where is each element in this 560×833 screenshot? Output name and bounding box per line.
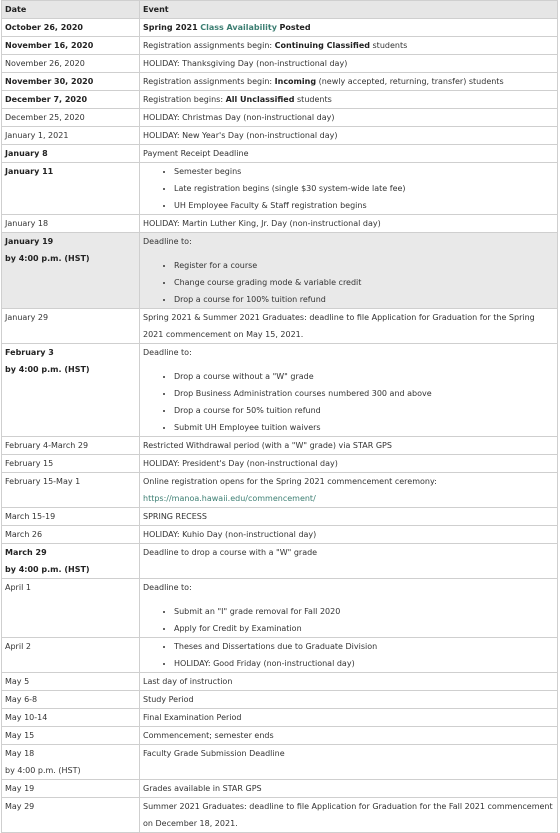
table-row <box>2 233 558 309</box>
list-item: • Late registration begins (single $30 system-wide late fee) <box>174 180 557 197</box>
event-emphasis: All Unclassified <box>225 95 295 104</box>
row-event <box>140 233 558 309</box>
list-item: • Change course grading mode & variable credit <box>174 274 557 291</box>
row-event: HOLIDAY: Christmas Day (non-instructional day) <box>140 109 558 127</box>
list-item: • Register for a course <box>174 257 557 274</box>
commencement-link[interactable]: https://manoa.hawaii.edu/commencement/ <box>143 494 316 503</box>
date-text: March 29 <box>5 548 47 557</box>
table-row <box>2 526 558 544</box>
row-date: May 29 <box>2 798 140 833</box>
row-date: December 25, 2020 <box>2 109 140 127</box>
row-date: January 8 <box>2 145 140 163</box>
table-row <box>2 455 558 473</box>
event-text: students <box>297 95 332 104</box>
table-row <box>2 508 558 526</box>
list-item: • Theses and Dissertations due to Graduate Division <box>174 638 557 655</box>
row-event <box>140 19 558 37</box>
row-event: Final Examination Period <box>140 709 558 727</box>
row-event: HOLIDAY: Martin Luther King, Jr. Day (non-instructional day) <box>140 215 558 233</box>
row-date: May 5 <box>2 673 140 691</box>
row-event: HOLIDAY: New Year's Day (non-instructional day) <box>140 127 558 145</box>
row-event <box>140 91 558 109</box>
row-date: February 15-May 1 <box>2 473 140 508</box>
event-bullet-list <box>143 163 557 214</box>
table-row <box>2 673 558 691</box>
event-emphasis: Continuing Classified <box>274 41 370 50</box>
date-text: January 19 <box>5 237 54 246</box>
event-bullet-list <box>143 368 557 436</box>
table-row <box>2 127 558 145</box>
row-date: November 30, 2020 <box>2 73 140 91</box>
event-bullet-list <box>143 638 557 672</box>
table-row <box>2 638 558 673</box>
table-row <box>2 780 558 798</box>
row-date <box>2 233 140 309</box>
row-event: Study Period <box>140 691 558 709</box>
row-event <box>140 37 558 55</box>
date-column-header: Date <box>2 1 140 19</box>
row-date: November 16, 2020 <box>2 37 140 55</box>
row-date: January 18 <box>2 215 140 233</box>
row-event <box>140 579 558 638</box>
row-date: December 7, 2020 <box>2 91 140 109</box>
row-date <box>2 344 140 437</box>
date-text: May 18 <box>5 749 35 758</box>
list-item: • Drop a course for 50% tuition refund <box>174 402 557 419</box>
date-deadline-time: by 4:00 p.m. (HST) <box>5 365 90 374</box>
table-row <box>2 55 558 73</box>
row-date: January 11 <box>2 163 140 215</box>
row-event: HOLIDAY: President's Day (non-instructional day) <box>140 455 558 473</box>
date-text: February 3 <box>5 348 54 357</box>
event-text: Deadline to: <box>143 583 192 592</box>
table-row <box>2 344 558 437</box>
event-column-header: Event <box>140 1 558 19</box>
event-text: students <box>372 41 408 50</box>
event-bullet-list <box>143 257 557 308</box>
event-text: Registration assignments begin: <box>143 41 273 50</box>
list-item: • Drop a course for 100% tuition refund <box>174 291 557 308</box>
row-event: Faculty Grade Submission Deadline <box>140 745 558 780</box>
row-event <box>140 638 558 673</box>
row-date: November 26, 2020 <box>2 55 140 73</box>
row-date: May 15 <box>2 727 140 745</box>
list-item: • Submit UH Employee tuition waivers <box>174 419 557 436</box>
row-event: SPRING RECESS <box>140 508 558 526</box>
row-event <box>140 473 558 508</box>
list-item: • Submit an "I" grade removal for Fall 2020 <box>174 603 557 620</box>
table-row <box>2 544 558 579</box>
row-event <box>140 163 558 215</box>
row-event <box>140 344 558 437</box>
table-row <box>2 309 558 344</box>
class-availability-link[interactable]: Class Availability <box>200 23 277 32</box>
table-row <box>2 745 558 780</box>
row-event: Last day of instruction <box>140 673 558 691</box>
row-event: Payment Receipt Deadline <box>140 145 558 163</box>
row-date: January 29 <box>2 309 140 344</box>
table-row <box>2 709 558 727</box>
table-row <box>2 109 558 127</box>
row-event: Restricted Withdrawal period (with a "W" grade) via STAR GPS <box>140 437 558 455</box>
list-item: • HOLIDAY: Good Friday (non-instructional day) <box>174 655 557 672</box>
row-date: March 26 <box>2 526 140 544</box>
event-text: Deadline to: <box>143 237 192 246</box>
table-row <box>2 215 558 233</box>
row-date: May 10-14 <box>2 709 140 727</box>
event-text: Deadline to: <box>143 348 192 357</box>
event-text: Registration begins: <box>143 95 224 104</box>
row-event <box>140 73 558 91</box>
table-row <box>2 91 558 109</box>
table-row <box>2 145 558 163</box>
date-deadline-time: by 4:00 p.m. (HST) <box>5 766 81 775</box>
row-event: HOLIDAY: Thanksgiving Day (non-instructional day) <box>140 55 558 73</box>
row-event: Deadline to drop a course with a "W" grade <box>140 544 558 579</box>
row-event: Commencement; semester ends <box>140 727 558 745</box>
row-date: March 15-19 <box>2 508 140 526</box>
list-item: • UH Employee Faculty & Staff registration begins <box>174 197 557 214</box>
row-date: February 4-March 29 <box>2 437 140 455</box>
table-row <box>2 163 558 215</box>
row-date: January 1, 2021 <box>2 127 140 145</box>
event-text: Posted <box>279 23 311 32</box>
table-row <box>2 691 558 709</box>
list-item: • Drop a course without a "W" grade <box>174 368 557 385</box>
list-item: • Semester begins <box>174 163 557 180</box>
event-bullet-list <box>143 603 557 637</box>
event-text: Registration assignments begin: <box>143 77 273 86</box>
list-item: • Drop Business Administration courses numbered 300 and above <box>174 385 557 402</box>
table-row <box>2 473 558 508</box>
event-emphasis: Incoming <box>274 77 317 86</box>
table-row <box>2 579 558 638</box>
row-event: Spring 2021 & Summer 2021 Graduates: deadline to file Application for Graduation for the Spring 2021 commencement on May 15, 2021. <box>140 309 558 344</box>
row-date <box>2 745 140 780</box>
table-row <box>2 73 558 91</box>
date-deadline-time: by 4:00 p.m. (HST) <box>5 565 90 574</box>
row-event: HOLIDAY: Kuhio Day (non-instructional day) <box>140 526 558 544</box>
date-deadline-time: by 4:00 p.m. (HST) <box>5 254 90 263</box>
table-row <box>2 19 558 37</box>
table-row <box>2 727 558 745</box>
list-item: • Apply for Credit by Examination <box>174 620 557 637</box>
row-date: February 15 <box>2 455 140 473</box>
event-text: Spring 2021 <box>143 23 198 32</box>
table-header-row <box>2 1 558 19</box>
row-date <box>2 544 140 579</box>
academic-calendar-table <box>1 0 558 833</box>
table-row <box>2 437 558 455</box>
row-date: May 6-8 <box>2 691 140 709</box>
row-date: October 26, 2020 <box>2 19 140 37</box>
row-date: April 2 <box>2 638 140 673</box>
row-event: Summer 2021 Graduates: deadline to file Application for Graduation for the Fall 2021 commencement on December 18, 2021. <box>140 798 558 833</box>
row-date: May 19 <box>2 780 140 798</box>
table-row <box>2 37 558 55</box>
event-text: (newly accepted, returning, transfer) students <box>318 77 504 86</box>
table-row <box>2 798 558 833</box>
row-date: April 1 <box>2 579 140 638</box>
event-text: Online registration opens for the Spring 2021 commencement ceremony: <box>143 477 437 486</box>
row-event: Grades available in STAR GPS <box>140 780 558 798</box>
